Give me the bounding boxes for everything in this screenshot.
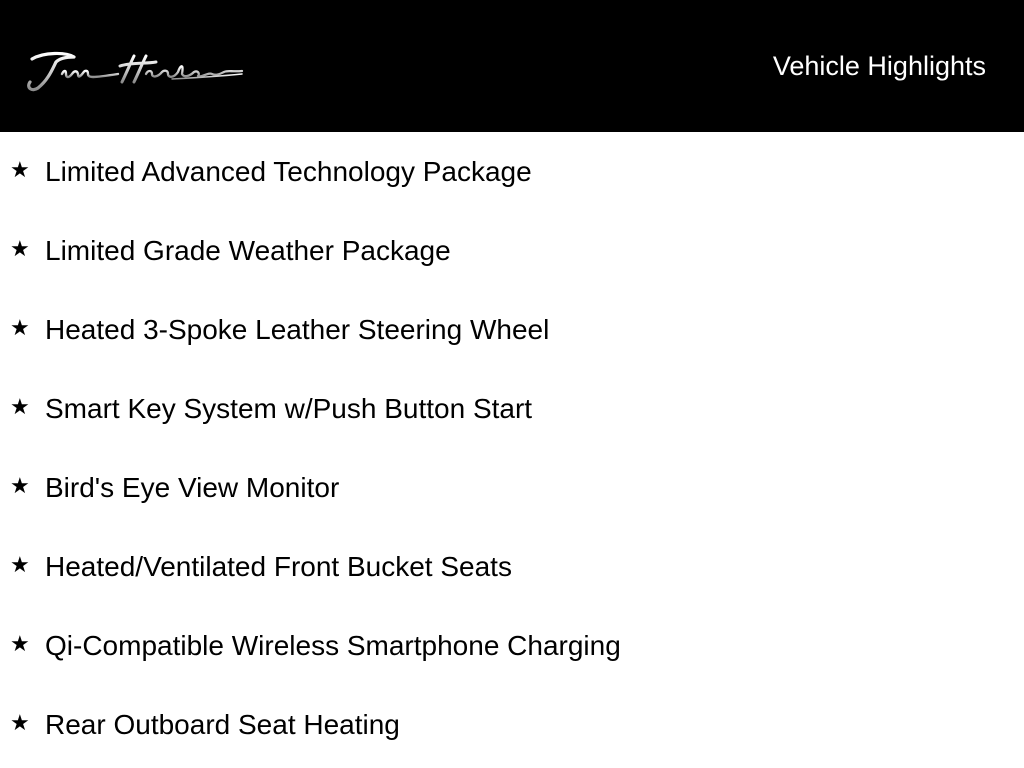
highlight-text: Smart Key System w/Push Button Start [45,393,533,424]
highlight-text: Heated 3-Spoke Leather Steering Wheel [45,314,550,345]
star-icon: ★ [10,316,30,341]
highlight-text: Limited Grade Weather Package [45,235,451,266]
page-title: Vehicle Highlights [772,51,986,81]
list-item [0,527,1024,606]
vehicle-highlights-list [0,132,1024,764]
list-item [0,290,1024,369]
star-icon: ★ [10,395,30,420]
highlight-text: Heated/Ventilated Front Bucket Seats [45,551,512,582]
list-item [0,685,1024,764]
page-header [0,0,1024,132]
list-item [0,211,1024,290]
star-icon: ★ [10,237,30,262]
star-icon: ★ [10,158,30,183]
list-item [0,448,1024,527]
list-item [0,132,1024,211]
star-icon: ★ [10,711,30,736]
highlight-text: Qi-Compatible Wireless Smartphone Charging [45,630,621,661]
star-icon: ★ [10,474,30,499]
star-icon: ★ [10,553,30,578]
list-item [0,369,1024,448]
highlight-text: Limited Advanced Technology Package [45,156,532,187]
star-icon: ★ [10,632,30,657]
highlight-text: Rear Outboard Seat Heating [45,709,400,740]
dealer-logo[interactable] [22,44,244,98]
list-item [0,606,1024,685]
highlight-text: Bird's Eye View Monitor [45,472,340,503]
